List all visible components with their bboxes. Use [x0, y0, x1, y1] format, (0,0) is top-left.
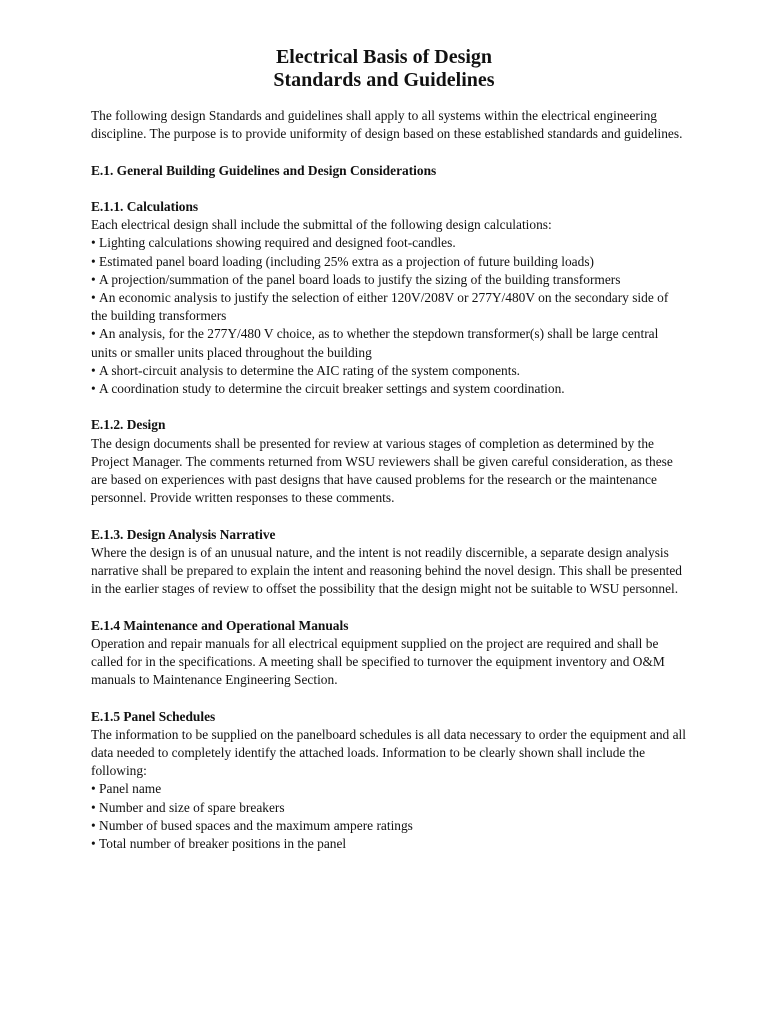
section-e13-heading: E.1.3. Design Analysis Narrative: [91, 526, 276, 542]
section-e13: [91, 526, 687, 599]
section-e11-lead: Each electrical design shall include the submittal of the following design calculations:: [91, 217, 552, 233]
list-item: • Number and size of spare breakers: [91, 799, 687, 817]
list-item: • Estimated panel board loading (including 25% extra as a projection of future building loads): [91, 253, 687, 271]
list-item: • A coordination study to determine the circuit breaker settings and system coordination.: [91, 380, 687, 398]
list-item: • Panel name: [91, 780, 687, 798]
section-e14-body: Operation and repair manuals for all electrical equipment supplied on the project are required and shall be called for in the specifications. A meeting shall be specified to turnover the equipment inventory and O&M manuals to Maintenance Engineering Section.: [91, 635, 665, 688]
section-e12-heading: E.1.2. Design: [91, 417, 166, 433]
section-e15-heading: E.1.5 Panel Schedules: [91, 708, 216, 724]
section-e1-heading: E.1. General Building Guidelines and Design Considerations: [91, 162, 437, 178]
section-e14: [91, 617, 687, 690]
document-subtitle: Standards and Guidelines: [273, 69, 495, 91]
section-e11: [91, 198, 687, 398]
section-e13-body: Where the design is of an unusual nature, and the intent is not readily discernible, a separate design analysis narrative shall be prepared to explain the intent and reasoning behind the novel design. This shall be presented in the earlier stages of review to offset the possibility that the design might not be suitable to WSU personnel.: [91, 544, 682, 597]
section-e15-body: The information to be supplied on the panelboard schedules is all data necessary to order the equipment and all data needed to completely identify the attached loads. Information to be clearly shown shall include the following:: [91, 726, 686, 779]
list-item: • A projection/summation of the panel board loads to justify the sizing of the building transformers: [91, 271, 687, 289]
list-item: • An economic analysis to justify the selection of either 120V/208V or 277Y/480V on the secondary side of the building transformers: [91, 289, 687, 325]
list-item: • Number of bused spaces and the maximum ampere ratings: [91, 817, 687, 835]
section-e14-heading: E.1.4 Maintenance and Operational Manuals: [91, 617, 349, 633]
document-body: [91, 107, 687, 853]
list-item: • An analysis, for the 277Y/480 V choice, as to whether the stepdown transformer(s) shall be large central units or smaller units placed throughout the building: [91, 325, 687, 361]
section-e15: [91, 708, 687, 854]
document-title: Electrical Basis of Design: [275, 46, 493, 68]
list-item: • A short-circuit analysis to determine the AIC rating of the system components.: [91, 362, 687, 380]
list-item: • Lighting calculations showing required and designed foot-candles.: [91, 234, 687, 252]
intro-paragraph: The following design Standards and guidelines shall apply to all systems within the electrical engineering discipline. The purpose is to provide uniformity of design based on these established standards and guidelines.: [91, 108, 683, 142]
list-item: • Total number of breaker positions in the panel: [91, 835, 687, 853]
section-e11-heading: E.1.1. Calculations: [91, 198, 199, 214]
section-e12: [91, 416, 687, 507]
section-e12-body: The design documents shall be presented for review at various stages of completion as determined by the Project Manager. The comments returned from WSU reviewers shall be given careful consideration, as these are based on experiences with past designs that have caused problems for the research or the maintenance personnel. Provide written responses to these comments.: [91, 435, 673, 506]
